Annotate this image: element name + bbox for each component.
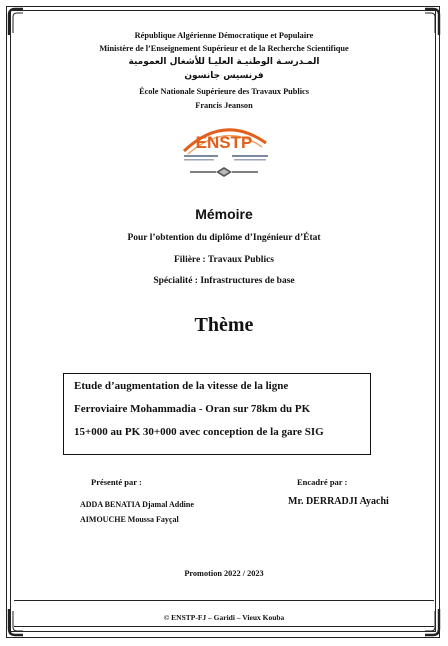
supervisor-name: Mr. DERRADJI Ayachi [288, 496, 389, 507]
theme-box [63, 373, 371, 455]
student-name-2: AIMOUCHE Moussa Fayçal [80, 515, 179, 524]
footer-text: © ENSTP-FJ – Garidi – Vieux Kouba [163, 613, 285, 622]
theme-line-3: 15+000 au PK 30+000 avec conception de la gare SIG [74, 426, 324, 438]
footer-rule-top [14, 600, 434, 601]
theme-line-1: Etude d’augmentation de la vitesse de la ligne [74, 380, 289, 392]
header-republic: République Algérienne Démocratique et Populaire [134, 31, 314, 40]
header-ministry: Ministère de l’Enseignement Supérieur et de la Recherche Scientifique [99, 44, 349, 53]
promotion-year: Promotion 2022 / 2023 [184, 569, 264, 578]
header-arabic-name: فرنسيس جانسون [184, 71, 264, 81]
ornament-divider [188, 164, 260, 180]
document-purpose: Pour l’obtention du diplôme d’Ingénieur d’État [127, 233, 321, 243]
corner-ornament-bottom-right [423, 607, 441, 637]
document-filiere: Filière : Travaux Publics [173, 255, 274, 265]
footer-rule-bottom [14, 626, 434, 627]
theme-heading: Thème [194, 314, 254, 336]
student-name-1: ADDA BENATIA Djamal Addine [80, 500, 194, 509]
logo-caption-decoration [178, 151, 272, 163]
document-specialite: Spécialité : Infrastructures de base [153, 276, 295, 286]
document-type: Mémoire [195, 206, 253, 222]
header-school-name: Francis Jeanson [195, 101, 253, 110]
logo-text: ENSTP [195, 133, 253, 152]
supervised-by-label: Encadré par : [297, 477, 348, 487]
corner-ornament-bottom-left [7, 607, 25, 637]
presented-by-label: Présenté par : [91, 477, 142, 487]
header-arabic-school: المـدرسـة الوطنيـة العليـا للأشغال العمومية [128, 57, 320, 67]
theme-line-2: Ferroviaire Mohammadia - Oran sur 78km du PK [74, 403, 311, 415]
header-school: École Nationale Supérieure des Travaux Publics [139, 87, 309, 96]
